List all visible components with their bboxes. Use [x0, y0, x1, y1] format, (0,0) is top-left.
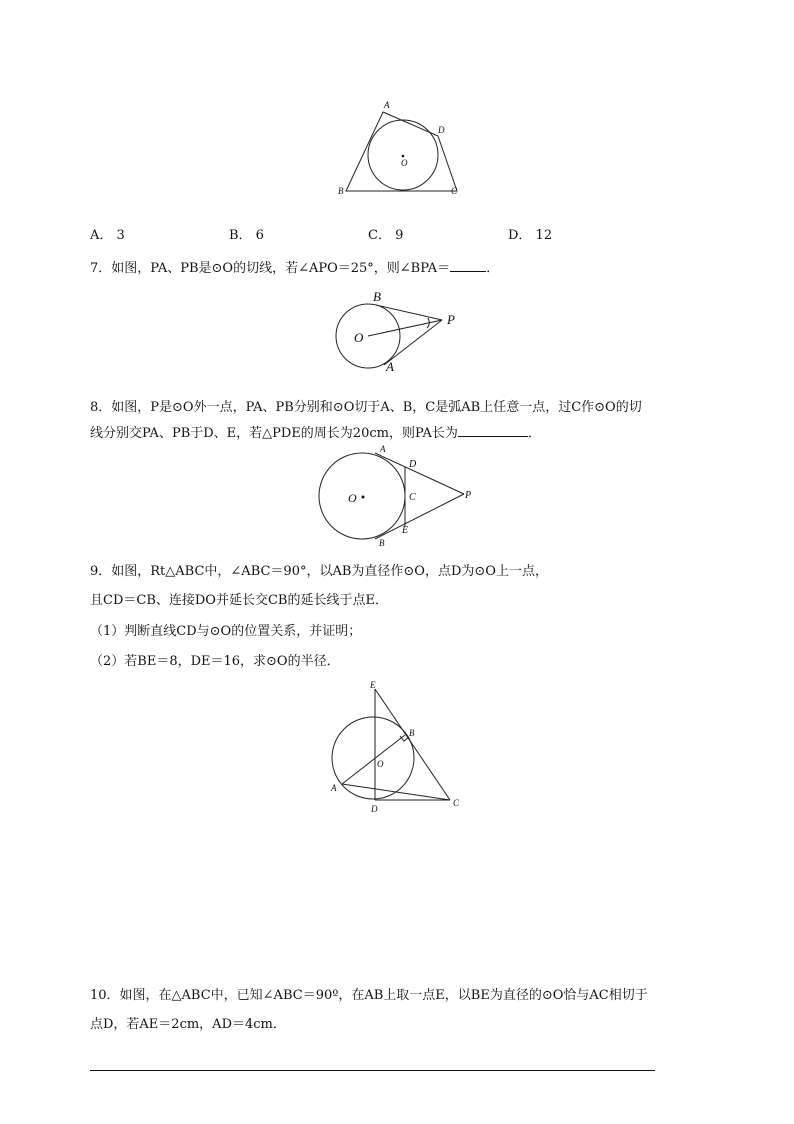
label-O: O — [354, 330, 364, 345]
label-B: B — [409, 728, 415, 738]
question-8-line-1: 8．如图，P是⊙O外一点，PA、PB分别和⊙O切于A、B，C是弧AB上任意一点，过C作⊙O的切 — [90, 400, 642, 415]
label-E: E — [402, 525, 409, 536]
label-B: B — [379, 538, 385, 548]
label-C: C — [409, 492, 416, 503]
bottom-divider — [90, 1070, 655, 1071]
label-P: P — [465, 490, 472, 501]
label-P: P — [447, 312, 455, 327]
question-9-part-1: （1）判断直线CD与⊙O的位置关系，并证明； — [90, 624, 362, 639]
question-8-end: ． — [527, 426, 541, 441]
label-D: D — [371, 804, 378, 814]
question-7-text: 7．如图，PA、PB是⊙O的切线，若∠APO＝25°，则∠BPA＝ — [90, 261, 451, 276]
question-10-line-2: 点D，若AE＝2cm，AD＝4cm． — [90, 1017, 286, 1032]
label-D: D — [409, 459, 417, 470]
question-9-line-1: 9．如图，Rt△ABC中，∠ABC＝90°，以AB为直径作⊙O，点D为⊙O上一点， — [90, 564, 548, 579]
choice-d: D． 12 — [508, 228, 553, 243]
label-O: O — [348, 491, 357, 505]
figure-q9-shapes — [332, 689, 450, 800]
label-O: O — [401, 158, 408, 168]
label-A: A — [380, 444, 386, 454]
question-9-part-2: （2）若BE＝8，DE＝16，求⊙O的半径． — [90, 654, 340, 669]
question-10-line-1: 10．如图，在△ABC中，已知∠ABC＝90º，在AB上取一点E，以BE为直径的⊙O恰与AC相切于 — [90, 988, 648, 1003]
label-O: O — [377, 759, 384, 769]
label-E: E — [370, 680, 376, 690]
label-A: A — [331, 783, 337, 793]
label-D: D — [438, 125, 445, 135]
label-B: B — [338, 186, 344, 196]
label-C: C — [451, 186, 458, 196]
choice-c: C． 9 — [368, 228, 404, 243]
question-7-end: ． — [486, 261, 500, 276]
label-A: A — [384, 100, 390, 110]
question-9-line-2: 且CD＝CB、连接DO并延长交CB的延长线于点E． — [90, 593, 388, 608]
label-C: C — [453, 798, 460, 808]
label-A: A — [386, 359, 394, 374]
question-8-text: 线分别交PA、PB于D、E，若△PDE的周长为20cm，则PA长为 — [90, 426, 458, 441]
choice-b: B． 6 — [229, 228, 264, 243]
label-B: B — [373, 289, 381, 304]
choice-a: A． 3 — [90, 228, 125, 243]
